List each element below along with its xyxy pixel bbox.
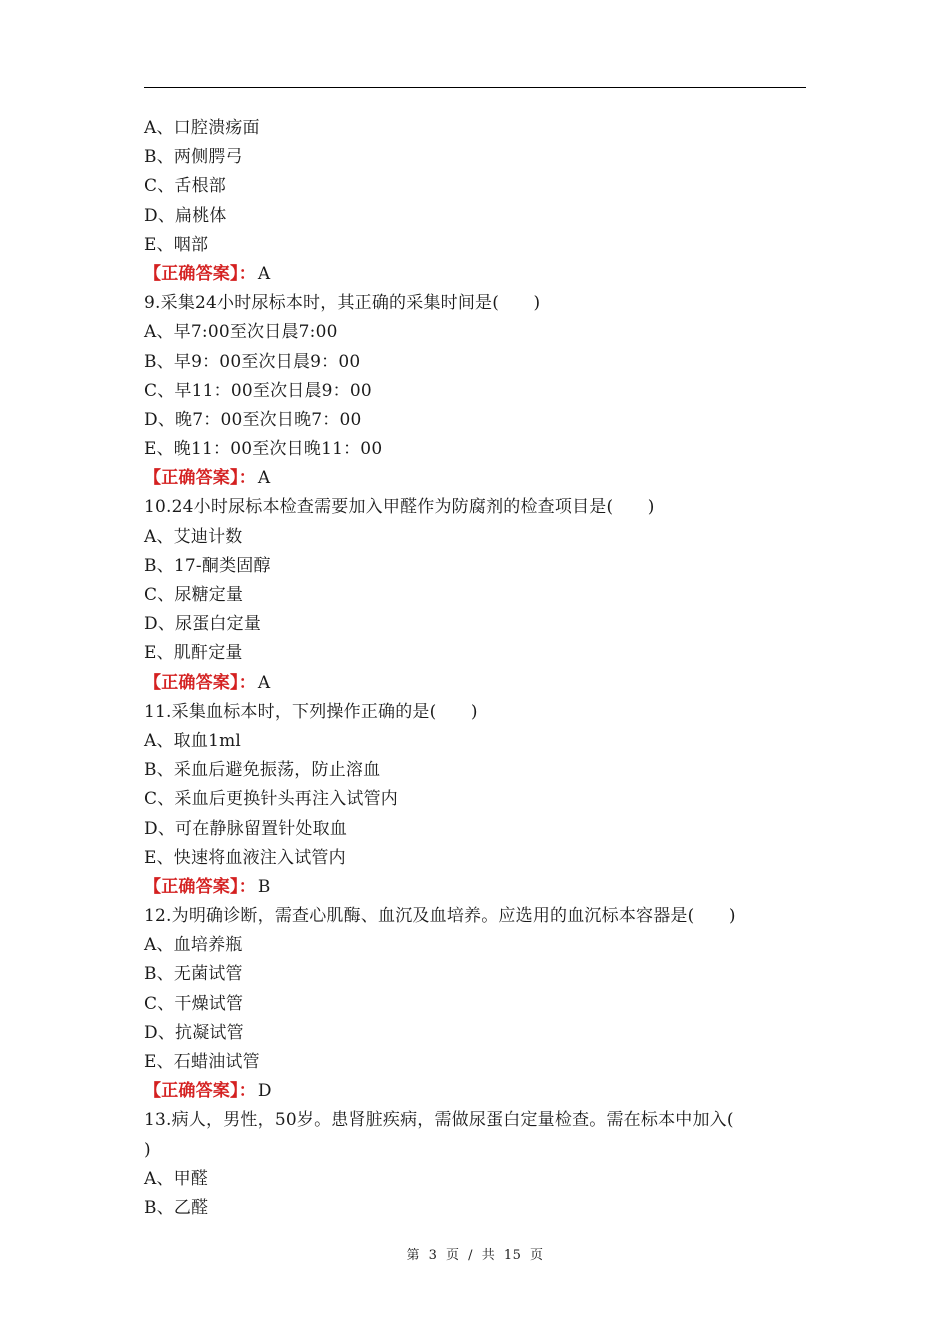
option-line: A、血培养瓶 xyxy=(144,935,243,956)
option-line: A、取血1ml xyxy=(144,730,242,751)
answer-label: 【正确答案】： xyxy=(144,263,256,284)
footer-separator: / xyxy=(468,1248,474,1263)
footer-total-pages: 15 xyxy=(503,1248,522,1263)
answer-value: A xyxy=(257,672,271,693)
answer-line xyxy=(144,1077,806,1106)
option-line: C、早11：00至次日晨9：00 xyxy=(144,380,372,401)
option-line: B、无菌试管 xyxy=(144,964,243,985)
footer-total-word: 页 xyxy=(530,1248,544,1263)
option-line: E、肌酐定量 xyxy=(144,643,243,664)
answer-label: 【正确答案】： xyxy=(144,876,256,897)
footer-prefix: 第 xyxy=(406,1248,420,1263)
option-line: A、口腔溃疡面 xyxy=(144,118,260,138)
option-line: C、干燥试管 xyxy=(144,993,244,1014)
option-line: B、17-酮类固醇 xyxy=(144,555,271,576)
answer-value: B xyxy=(257,876,271,897)
answer-label: 【正确答案】： xyxy=(144,1081,256,1102)
answer-line xyxy=(144,260,806,289)
answer-line xyxy=(144,464,806,493)
option-line: B、乙醛 xyxy=(144,1197,209,1218)
footer-page-word: 页 xyxy=(446,1248,460,1263)
question-continuation-line: ) xyxy=(144,1139,151,1160)
option-line: B、早9：00至次日晨9：00 xyxy=(144,351,361,372)
footer-total-prefix: 共 xyxy=(481,1248,496,1263)
option-line: D、尿蛋白定量 xyxy=(144,614,262,635)
answer-label: 【正确答案】： xyxy=(144,468,256,489)
option-line: E、晚11：00至次日晚11：00 xyxy=(144,439,383,460)
option-line: A、甲醛 xyxy=(144,1168,209,1189)
answer-value: A xyxy=(257,468,271,489)
answer-line xyxy=(144,669,806,698)
option-line: E、石蜡油试管 xyxy=(144,1052,260,1072)
option-line: D、晚7：00至次日晚7：00 xyxy=(144,409,362,430)
option-line: A、艾迪计数 xyxy=(144,526,243,547)
footer-current-page: 3 xyxy=(428,1248,438,1263)
question-line: 11.采集血标本时，下列操作正确的是( ) xyxy=(144,701,478,722)
option-line: D、抗凝试管 xyxy=(144,1022,244,1043)
option-line: C、尿糖定量 xyxy=(144,585,244,605)
question-line: 9.采集24小时尿标本时，其正确的采集时间是( ) xyxy=(144,293,541,314)
question-line: 13.病人，男性，50岁。患肾脏疾病，需做尿蛋白定量检查。需在标本中加入( xyxy=(144,1110,734,1131)
option-line: D、扁桃体 xyxy=(144,205,227,226)
page-footer xyxy=(0,1244,950,1263)
header-rule xyxy=(144,87,806,88)
document-body xyxy=(144,114,806,1223)
option-line: A、早7:00至次日晨7:00 xyxy=(144,322,338,343)
option-line: E、咽部 xyxy=(144,234,209,255)
option-line: C、舌根部 xyxy=(144,176,227,197)
question-line: 12.为明确诊断，需查心肌酶、血沉及血培养。应选用的血沉标本容器是( ) xyxy=(144,906,736,927)
question-line: 10.24小时尿标本检查需要加入甲醛作为防腐剂的检查项目是( ) xyxy=(144,497,655,518)
option-line: C、采血后更换针头再注入试管内 xyxy=(144,789,399,810)
answer-line xyxy=(144,873,806,902)
answer-label: 【正确答案】： xyxy=(144,672,256,693)
answer-value: D xyxy=(257,1081,272,1102)
option-line: D、可在静脉留置针处取血 xyxy=(144,818,348,839)
answer-value: A xyxy=(257,263,271,284)
option-line: B、采血后避免振荡，防止溶血 xyxy=(144,760,381,781)
option-line: B、两侧腭弓 xyxy=(144,147,243,168)
option-line: E、快速将血液注入试管内 xyxy=(144,847,346,868)
